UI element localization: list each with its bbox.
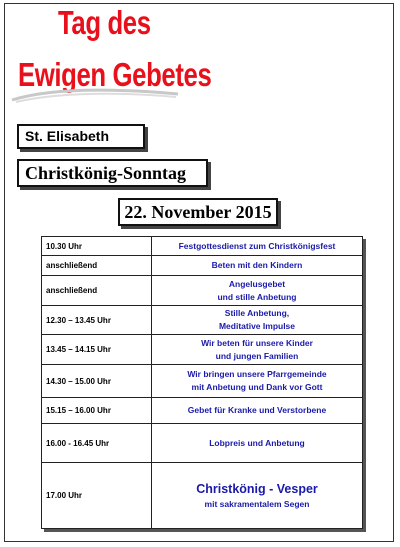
event-cell [152, 424, 363, 463]
table-row [42, 256, 363, 276]
title-line-1: Tag des [58, 4, 151, 41]
event-line: mit Anbetung und Dank vor Gott [191, 382, 323, 392]
event-cell [152, 276, 363, 306]
event-cell [152, 306, 363, 335]
event-line: Meditative Impulse [218, 321, 296, 331]
event-line: Festgottesdienst zum Christkönigsfest [178, 240, 336, 251]
event-line: Wir bringen unsere Pfarrgemeinde [187, 369, 327, 379]
table-row [42, 424, 363, 463]
event-cell [152, 256, 363, 276]
sunday-box: Christkönig-Sonntag [17, 159, 208, 187]
title-line-2: Ewigen Gebetes [18, 56, 212, 93]
time-cell: anschließend [42, 276, 152, 306]
table-row [42, 237, 363, 256]
event-line: und jungen Familien [215, 350, 299, 361]
parish-box: St. Elisabeth [17, 124, 145, 149]
event-cell [152, 237, 363, 256]
event-line: Gebet für Kranke und Verstorbene [187, 405, 327, 415]
time-cell: 17.00 Uhr [42, 463, 152, 529]
table-row [42, 365, 363, 398]
schedule-table [41, 236, 363, 529]
event-line: mit sakramentalem Segen [204, 498, 310, 509]
event-cell [152, 398, 363, 424]
table-row [42, 463, 363, 529]
time-cell: 15.15 – 16.00 Uhr [42, 398, 152, 424]
event-cell [152, 463, 363, 529]
table-row [42, 276, 363, 306]
table-row [42, 306, 363, 335]
time-cell: 13.45 – 14.15 Uhr [42, 335, 152, 365]
event-cell [152, 365, 363, 398]
date-box: 22. November 2015 [118, 198, 278, 226]
event-line: Angelusgebet [228, 278, 286, 289]
time-cell: 16.00 - 16.45 Uhr [42, 424, 152, 463]
time-cell: 10.30 Uhr [42, 237, 152, 256]
swoosh-decoration [10, 86, 180, 104]
event-line: Christkönig - Vesper [196, 481, 318, 496]
time-cell: anschließend [42, 256, 152, 276]
table-row [42, 335, 363, 365]
event-line: Wir beten für unsere Kinder [201, 337, 313, 348]
event-cell [152, 335, 363, 365]
time-cell: 12.30 – 13.45 Uhr [42, 306, 152, 335]
event-line: und stille Anbetung [217, 291, 297, 302]
event-line: Beten mit den Kindern [211, 260, 303, 270]
event-line: Stille Anbetung, [224, 308, 290, 318]
time-cell: 14.30 – 15.00 Uhr [42, 365, 152, 398]
table-row [42, 398, 363, 424]
event-line: Lobpreis und Anbetung [209, 437, 305, 448]
